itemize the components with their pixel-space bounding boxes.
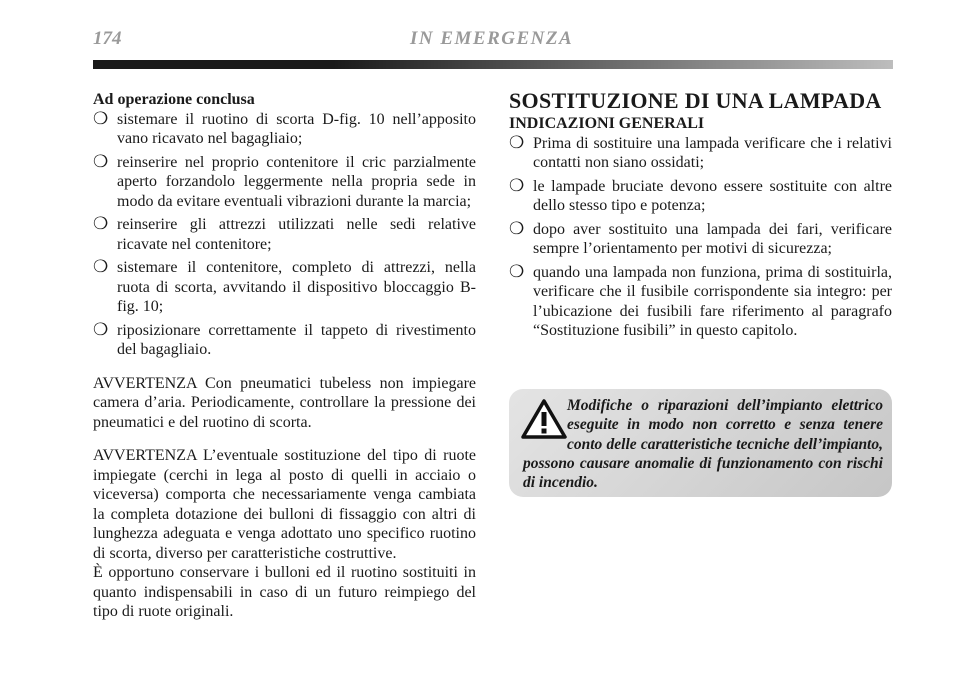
list-item — [509, 134, 892, 173]
bullet-icon: ❍ — [509, 261, 525, 282]
bullet-icon: ❍ — [509, 175, 525, 196]
tubeless-warning-paragraph: AVVERTENZA Con pneumatici tubeless non impiegare camera d’aria. Periodicamente, controllare la pressione dei pneumatici e del ruotino di scorta. — [93, 374, 476, 431]
warning-text-block — [523, 396, 883, 492]
list-item-text: le lampade bruciate devono essere sostituite con altre dello stesso tipo e potenza; — [533, 177, 892, 214]
section-title: IN EMERGENZA — [410, 28, 574, 49]
warning-text: Modifiche o riparazioni dell’impianto elettrico eseguite in modo non corretto e senza tenere conto delle caratteristiche tecniche dell’impianto, possono causare anomalie di funzionamento con rischi di incendio. — [523, 397, 883, 492]
left-bullet-list — [93, 110, 476, 360]
list-item — [509, 177, 892, 216]
header-rule — [93, 60, 893, 69]
bullet-icon: ❍ — [93, 108, 109, 129]
list-item-text: dopo aver sostituito una lampada dei fari, verificare sempre l’orientamento per motivi di sicurezza; — [533, 220, 892, 257]
list-item-text: sistemare il contenitore, completo di attrezzi, nella ruota di scorta, avvitando il dispositivo bloccaggio B-fig. 10; — [117, 259, 476, 315]
bullet-icon: ❍ — [93, 257, 109, 277]
list-item-text: Prima di sostituire una lampada verificare che i relativi contatti non siano ossidati; — [533, 134, 892, 171]
bullet-icon: ❍ — [509, 218, 525, 239]
bolts-paragraph: È opportuno conservare i bulloni ed il ruotino sostituiti in quanto indispensabili in caso di un futuro reimpiego del tipo di ruote originali. — [93, 564, 476, 620]
right-bullet-list — [509, 134, 892, 341]
bullet-icon: ❍ — [509, 132, 525, 153]
list-item-text: reinserire nel proprio contenitore il cric parzialmente aperto forzandolo leggermente nella propria sede in modo da evitare eventuali vibrazioni durante la marcia; — [117, 153, 476, 210]
list-item-text: sistemare il ruotino di scorta D-fig. 10 nell’apposito vano ricavato nel bagagliaio; — [117, 110, 476, 147]
left-subhead: Ad operazione conclusa — [93, 91, 255, 108]
page-header — [93, 28, 893, 54]
list-item — [509, 263, 892, 341]
warning-box — [509, 389, 892, 497]
list-item — [93, 321, 476, 360]
page-number: 174 — [93, 28, 122, 49]
wheel-replacement-paragraph: AVVERTENZA L’eventuale sostituzione del tipo di ruote impiegate (cerchi in lega al posto di quelli in acciaio o viceversa) comporta che necessariamente venga cambiata la completa dotazione dei bulloni di fissaggio con altri di lunghezza adeguata e venga adottato uno specifico ruotino di scorta, diverso per caratteristiche costruttive. — [93, 447, 476, 562]
chapter-title: SOSTITUZIONE DI UNA LAMPADA — [509, 88, 882, 113]
right-column — [509, 88, 892, 345]
list-item-text: riposizionare correttamente il tappeto di rivestimento del bagagliaio. — [117, 321, 476, 358]
bullet-icon: ❍ — [93, 319, 109, 340]
list-item — [93, 258, 476, 317]
left-column — [93, 90, 476, 622]
list-item — [93, 153, 476, 212]
list-item-text: reinserire gli attrezzi utilizzati nelle sedi relative ricavate nel contenitore; — [117, 216, 476, 253]
right-subhead: INDICAZIONI GENERALI — [509, 115, 705, 132]
bullet-icon: ❍ — [93, 214, 109, 234]
list-item-text: quando una lampada non funziona, prima di sostituirla, verificare che il fusibile corrispondente sia integro: per l’ubicazione dei fusibili fare riferimento al paragrafo “Sostituzione fusibili” in questo capitolo. — [533, 263, 892, 339]
list-item — [93, 110, 476, 149]
list-item — [509, 220, 892, 259]
list-item — [93, 215, 476, 254]
bullet-icon: ❍ — [93, 151, 109, 172]
